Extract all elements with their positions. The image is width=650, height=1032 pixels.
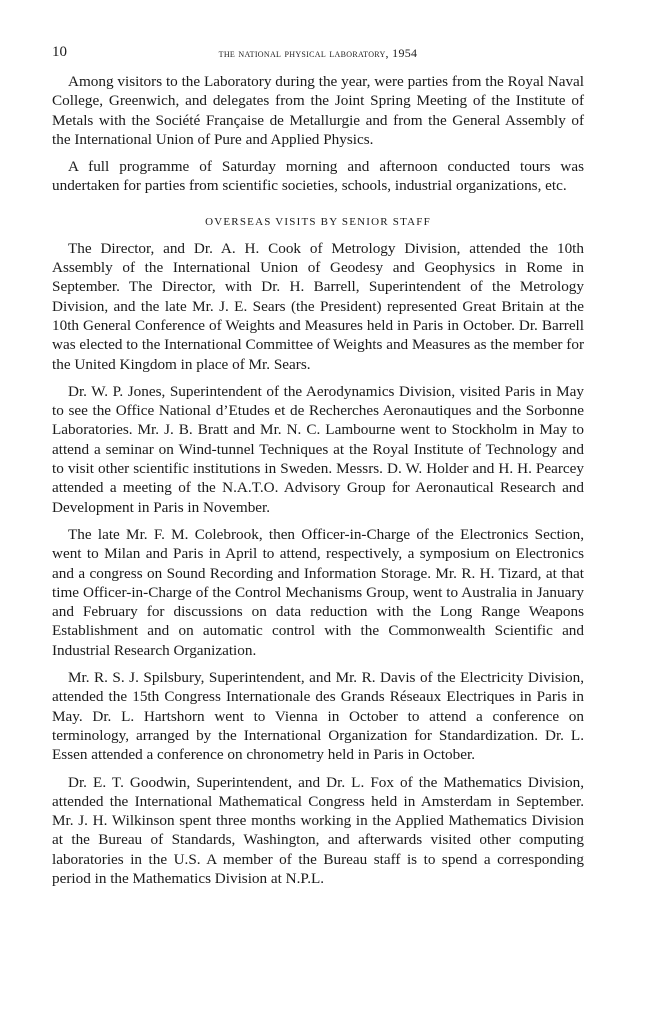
paragraph-electronics: The late Mr. F. M. Colebrook, then Officer-in-Charge of the Electronics Section, went to Milan and Paris in April to attend, respectively, a symposium on Electronics and a congress on Sound Recording and Information Storage. Mr. R. H. Tizard, at that time Officer-in-Charge of the Control Mechanisms Group, went to Australia in January and February for discussions on data reduction with the Long Range Weapons Establishment and on automatic control with the Commonwealth Scientific and Industrial Research Organization. [52,525,584,659]
paragraph-visitors: Among visitors to the Laboratory during the year, were parties from the Royal Naval College, Greenwich, and delegates from the Joint Spring Meeting of the Institute of Metals with the Société Française de Metallurgie and from the General Assembly of the International Union of Pure and Applied Physics. [52,73,584,148]
intro-section [52,72,584,196]
overseas-visits-section [52,239,584,889]
running-title: the national physical laboratory, 1954 [218,46,418,60]
paragraph-mathematics: Dr. E. T. Goodwin, Superintendent, and Dr. L. Fox of the Mathematics Division, attended the International Mathematical Congress held in Amsterdam in September. Mr. J. H. Wilkinson spent three months working in the Applied Mathematics Division at the Bureau of Standards, Washington, and afterwards visited other computing laboratories in the U.S. A member of the Bureau staff is to spend a corresponding period in the Mathematics Division at N.P.L. [52,773,584,887]
paragraph-electricity: Mr. R. S. J. Spilsbury, Superintendent, and Mr. R. Davis of the Electricity Division, attended the 15th Congress Internationale des Grands Réseaux Electriques in Paris in May. Dr. L. Hartshorn went to Vienna in October to attend a conference on terminology, arranged by the International Organization for Standardization. Dr. L. Essen attended a conference on chronometry held in Paris in October. [52,669,584,764]
page-number: 10 [52,44,67,60]
paragraph-metrology: The Director, and Dr. A. H. Cook of Metrology Division, attended the 10th Assembly of the International Union of Geodesy and Geophysics in Rome in September. The Director, with Dr. H. Barrell, Superintendent of the Metrology Division, and the late Mr. J. E. Sears (the President) represented Great Britain at the 10th General Conference of Weights and Measures held in Paris in October. Dr. Barrell was elected to the International Committee of Weights and Measures as the member for the United Kingdom in place of Mr. Sears. [52,239,584,373]
running-head [52,44,584,66]
paragraph-aerodynamics: Dr. W. P. Jones, Superintendent of the Aerodynamics Division, visited Paris in May to see the Office National d’Etudes et de Recherches Aeronautiques and the Sorbonne Laboratories. Mr. J. B. Bratt and Mr. N. C. Lambourne went to Stockholm in May to attend a seminar on Wind-tunnel Techniques at the Royal Institute of Technology and to visit other scientific institutions in Sweden. Messrs. D. W. Holder and H. H. Pearcey attended a meeting of the N.A.T.O. Advisory Group for Aeronautical Research and Development in Paris in November. [52,382,584,516]
paragraph-tours: A full programme of Saturday morning and afternoon conducted tours was undertaken for parties from scientific societies, schools, industrial organizations, etc. [52,158,584,195]
section-heading: OVERSEAS VISITS BY SENIOR STAFF [205,215,431,228]
